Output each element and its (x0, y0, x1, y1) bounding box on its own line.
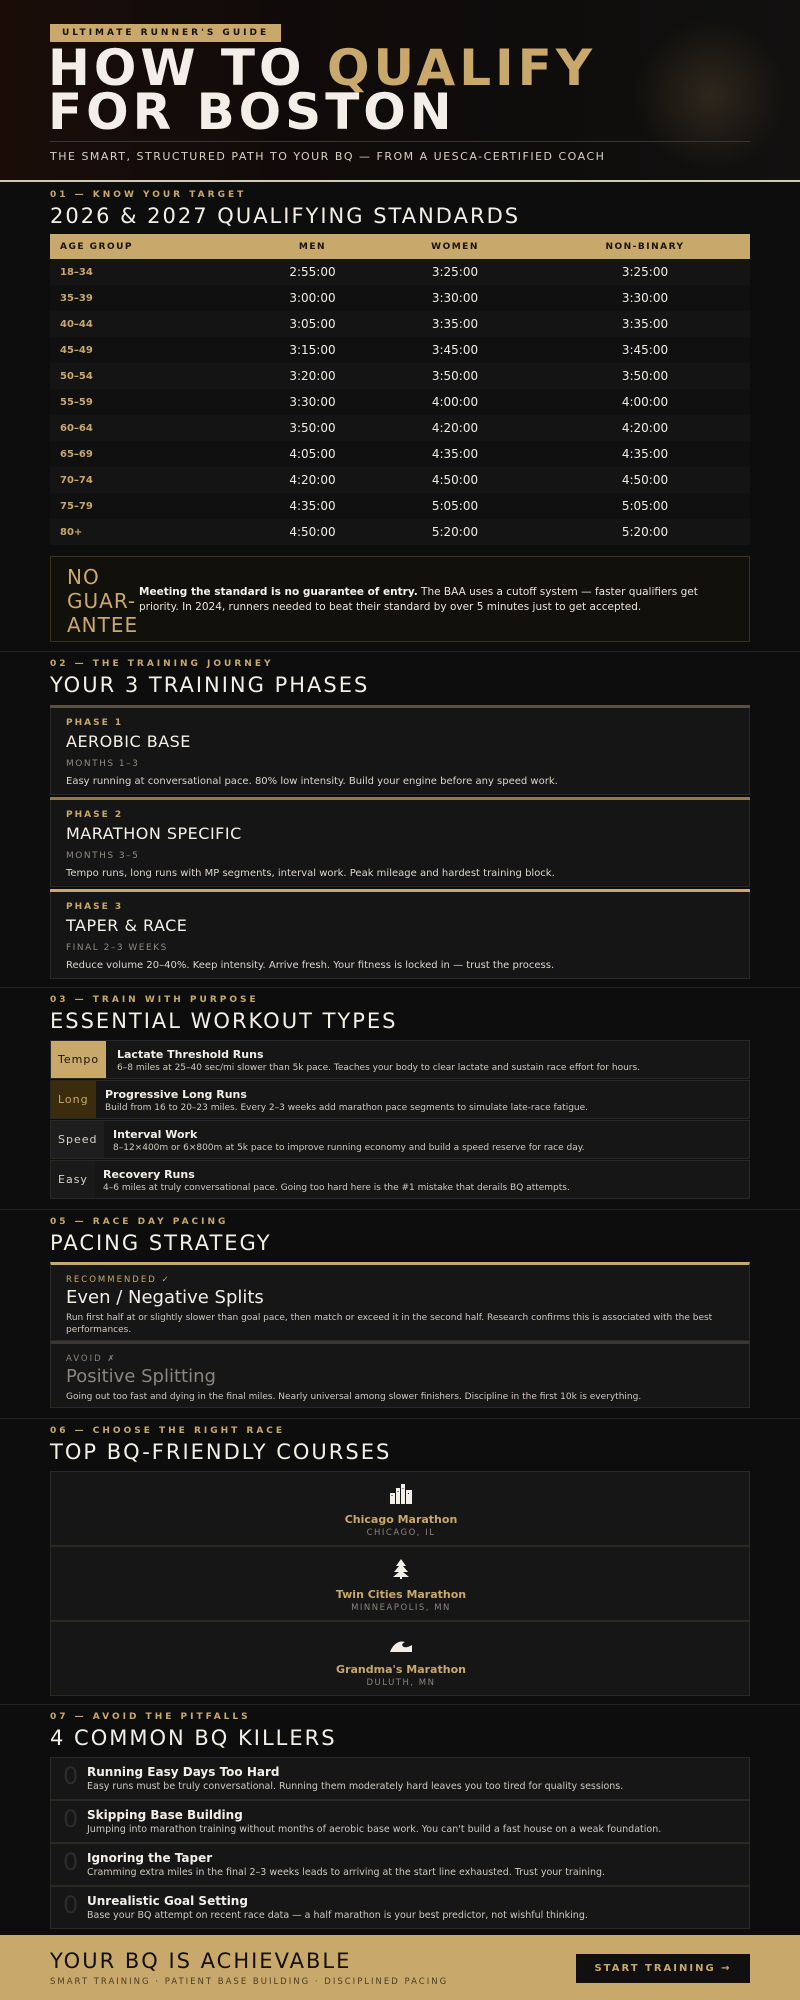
time-cell: 4:35:00 (431, 447, 479, 461)
table-row (50, 311, 750, 337)
callout-text (139, 585, 739, 615)
time-cell: 3:25:00 (621, 265, 669, 279)
killer-number: 0 (63, 1762, 79, 1790)
killer-card (50, 1886, 750, 1929)
course-name: Grandma's Marathon (336, 1663, 466, 1676)
age-group-cell: 60–64 (60, 422, 93, 434)
table-row (50, 415, 750, 441)
table-row (50, 519, 750, 545)
table-row (50, 337, 750, 363)
table-header (50, 234, 750, 259)
time-cell: 3:00:00 (289, 291, 336, 305)
time-cell: 3:50:00 (431, 369, 479, 383)
time-cell: 4:35:00 (621, 447, 669, 461)
hero-title-part-1: HOW TO (48, 39, 327, 97)
workout-title: Progressive Long Runs (105, 1088, 247, 1101)
age-group-cell: 70–74 (60, 474, 93, 486)
phase-months: MONTHS 1–3 (66, 759, 140, 769)
recommended-desc: Run first half at or slightly slower than goal pace, then match or exceed it in the second half. Research confirms this is associated with the best performances. (66, 1313, 713, 1335)
phase-card (50, 705, 750, 795)
time-cell: 3:50:00 (621, 369, 669, 383)
course-location: CHICAGO, IL (366, 1528, 436, 1538)
table-row (50, 259, 750, 285)
hero-subtitle: THE SMART, STRUCTURED PATH TO YOUR BQ — FROM A UESCA-CERTIFIED COACH (50, 150, 606, 163)
time-cell: 4:50:00 (431, 473, 479, 487)
pacing-eyebrow: 05 — RACE DAY PACING (50, 1217, 229, 1227)
city-skyline-icon (389, 1484, 413, 1504)
phase-desc: Easy running at conversational pace. 80% low intensity. Build your engine before any speed work. (66, 776, 558, 787)
table-row (50, 389, 750, 415)
course-card-twin-cities[interactable] (50, 1546, 750, 1621)
time-cell: 5:20:00 (621, 525, 669, 539)
age-group-cell: 75–79 (60, 500, 93, 512)
callout-body: The BAA uses a cutoff system — faster qualifiers get priority. In 2024, runners needed to beat their standard by over 5 minutes just to get accepted. (139, 586, 698, 613)
standards-eyebrow: 01 — KNOW YOUR TARGET (50, 190, 247, 200)
time-cell: 4:50:00 (289, 525, 336, 539)
section-divider (0, 651, 800, 652)
time-cell: 3:15:00 (289, 343, 336, 357)
hero-divider (50, 141, 750, 142)
phase-card (50, 797, 750, 887)
hero-title-line-2: FOR BOSTON (48, 83, 456, 141)
killer-number: 0 (63, 1891, 79, 1919)
callout-bold: Meeting the standard is no guarantee of entry. (139, 586, 418, 598)
hero-badge: ULTIMATE RUNNER'S GUIDE (50, 24, 281, 42)
killers-title: 4 COMMON BQ KILLERS (50, 1726, 337, 1750)
time-cell: 4:00:00 (431, 395, 479, 409)
avoid-label: AVOID ✗ (66, 1354, 117, 1364)
course-location: MINNEAPOLIS, MN (351, 1603, 451, 1613)
workout-tag: Easy (51, 1161, 95, 1198)
time-cell: 3:30:00 (431, 291, 479, 305)
phase-title: TAPER & RACE (66, 916, 188, 935)
column-header: AGE GROUP (60, 241, 134, 252)
column-header: NON-BINARY (605, 241, 685, 252)
footer-cta (0, 1935, 800, 2000)
phases-title: YOUR 3 TRAINING PHASES (50, 673, 370, 697)
table-row (50, 363, 750, 389)
workouts-eyebrow: 03 — TRAIN WITH PURPOSE (50, 995, 259, 1005)
time-cell: 3:50:00 (289, 421, 336, 435)
time-cell: 4:20:00 (621, 421, 669, 435)
killer-number: 0 (63, 1848, 79, 1876)
workout-desc: 4–6 miles at truly conversational pace. Going too hard here is the #1 mistake that derails BQ attempts. (103, 1183, 570, 1193)
table-row (50, 467, 750, 493)
pacing-avoid-card (50, 1341, 750, 1408)
section-divider (0, 1209, 800, 1210)
phase-months: MONTHS 3–5 (66, 851, 140, 861)
workout-card (50, 1120, 750, 1159)
killer-title: Skipping Base Building (87, 1808, 243, 1822)
standards-title: 2026 & 2027 QUALIFYING STANDARDS (50, 204, 521, 228)
phase-desc: Reduce volume 20–40%. Keep intensity. Arrive fresh. Your fitness is locked in — trust the process. (66, 960, 555, 971)
course-location: DULUTH, MN (366, 1678, 436, 1688)
no-guarantee-callout (50, 556, 750, 642)
workout-tag: Speed (51, 1121, 104, 1158)
footer-title: YOUR BQ IS ACHIEVABLE (50, 1949, 352, 1973)
phase-months: FINAL 2–3 WEEKS (66, 943, 168, 953)
killer-title: Unrealistic Goal Setting (87, 1894, 248, 1908)
course-card-grandmas[interactable] (50, 1621, 750, 1696)
phase-desc: Tempo runs, long runs with MP segments, interval work. Peak mileage and hardest training block. (66, 868, 555, 879)
time-cell: 3:45:00 (431, 343, 479, 357)
killers-eyebrow: 07 — AVOID THE PITFALLS (50, 1712, 251, 1722)
time-cell: 3:35:00 (431, 317, 479, 331)
age-group-cell: 45–49 (60, 344, 93, 356)
table-row (50, 285, 750, 311)
age-group-cell: 35–39 (60, 292, 93, 304)
column-header: WOMEN (431, 241, 479, 252)
table-body (50, 259, 750, 545)
table-row (50, 493, 750, 519)
phase-title: AEROBIC BASE (66, 732, 191, 751)
killer-desc: Base your BQ attempt on recent race data — a half marathon is your best predictor, not wishful thinking. (87, 1910, 588, 1921)
killer-card (50, 1843, 750, 1886)
workout-card (50, 1080, 750, 1119)
time-cell: 3:20:00 (289, 369, 336, 383)
workout-title: Interval Work (113, 1128, 198, 1141)
workout-card (50, 1040, 750, 1079)
killer-title: Ignoring the Taper (87, 1851, 213, 1865)
time-cell: 3:35:00 (621, 317, 669, 331)
column-header: MEN (298, 241, 327, 252)
hero-banner (0, 0, 800, 182)
recommended-label: RECOMMENDED ✓ (66, 1275, 171, 1285)
age-group-cell: 55–59 (60, 396, 93, 408)
course-card-chicago[interactable] (50, 1471, 750, 1546)
phase-card (50, 889, 750, 979)
section-divider (0, 1704, 800, 1705)
avoid-title: Positive Splitting (66, 1366, 216, 1387)
phase-title: MARATHON SPECIFIC (66, 824, 242, 843)
time-cell: 5:05:00 (431, 499, 479, 513)
phase-label: PHASE 3 (66, 902, 124, 912)
killer-card (50, 1800, 750, 1843)
workouts-title: ESSENTIAL WORKOUT TYPES (50, 1009, 398, 1033)
age-group-cell: 40–44 (60, 318, 93, 330)
section-divider (0, 1418, 800, 1419)
phase-label: PHASE 2 (66, 810, 124, 820)
time-cell: 3:05:00 (289, 317, 336, 331)
pacing-title: PACING STRATEGY (50, 1231, 272, 1255)
time-cell: 3:30:00 (621, 291, 669, 305)
killer-desc: Easy runs must be truly conversational. Running them moderately hard leaves you too tired for quality sessions. (87, 1781, 624, 1792)
time-cell: 4:20:00 (289, 473, 336, 487)
time-cell: 3:30:00 (289, 395, 336, 409)
killer-number: 0 (63, 1805, 79, 1833)
workout-desc: 6–8 miles at 25–40 sec/mi slower than 5k pace. Teaches your body to clear lactate and sustain race effort for hours. (117, 1063, 641, 1073)
pacing-recommended-card (50, 1262, 750, 1341)
time-cell: 4:35:00 (289, 499, 336, 513)
time-cell: 2:55:00 (289, 265, 336, 279)
section-divider (0, 987, 800, 988)
callout-heading: NO GUAR- ANTEE (67, 565, 139, 637)
table-row (50, 441, 750, 467)
avoid-desc: Going out too fast and dying in the final miles. Nearly universal among slower finishers. Discipline in the first 10k is everything. (66, 1392, 642, 1402)
course-name: Twin Cities Marathon (335, 1588, 467, 1601)
time-cell: 4:00:00 (621, 395, 669, 409)
phase-label: PHASE 1 (66, 718, 124, 728)
workout-title: Lactate Threshold Runs (117, 1048, 264, 1061)
phase-accent-bar (50, 797, 750, 800)
workout-title: Recovery Runs (103, 1168, 195, 1181)
recommended-title: Even / Negative Splits (66, 1287, 264, 1308)
phase-accent-bar (50, 705, 750, 708)
killer-card (50, 1757, 750, 1800)
hero-title-highlight: QUALIFY (326, 39, 597, 97)
courses-title: TOP BQ-FRIENDLY COURSES (50, 1440, 392, 1464)
time-cell: 4:20:00 (431, 421, 479, 435)
workout-desc: Build from 16 to 20–23 miles. Every 2–3 weeks add marathon pace segments to simulate late-race fatigue. (105, 1103, 589, 1113)
footer-subtitle: SMART TRAINING · PATIENT BASE BUILDING · DISCIPLINED PACING (50, 1977, 449, 1987)
qualifying-standards-table (50, 234, 750, 545)
age-group-cell: 18–34 (60, 266, 93, 278)
time-cell: 3:45:00 (621, 343, 669, 357)
time-cell: 4:50:00 (621, 473, 669, 487)
workout-tag: Tempo (51, 1041, 106, 1078)
killer-desc: Cramming extra miles in the final 2–3 weeks leads to arriving at the start line exhausted. Trust your training. (87, 1867, 606, 1878)
course-name: Chicago Marathon (344, 1513, 458, 1526)
time-cell: 3:25:00 (431, 265, 479, 279)
courses-eyebrow: 06 — CHOOSE THE RIGHT RACE (50, 1426, 286, 1436)
wave-icon (389, 1634, 413, 1654)
age-group-cell: 80+ (60, 526, 83, 538)
time-cell: 4:05:00 (289, 447, 336, 461)
phase-accent-bar (50, 889, 750, 892)
start-training-button[interactable]: START TRAINING → (576, 1954, 750, 1983)
time-cell: 5:20:00 (431, 525, 479, 539)
hero-title (48, 39, 768, 141)
killer-title: Running Easy Days Too Hard (87, 1765, 280, 1779)
age-group-cell: 50–54 (60, 370, 93, 382)
workout-tag: Long (51, 1081, 96, 1118)
phases-eyebrow: 02 — THE TRAINING JOURNEY (50, 659, 274, 669)
workout-card (50, 1160, 750, 1199)
killer-desc: Jumping into marathon training without months of aerobic base work. You can't build a fast house on a weak foundation. (87, 1824, 662, 1835)
age-group-cell: 65–69 (60, 448, 93, 460)
pine-tree-icon (389, 1559, 413, 1579)
time-cell: 5:05:00 (621, 499, 669, 513)
workout-desc: 8–12×400m or 6×800m at 5k pace to improve running economy and build a speed reserve for race day. (113, 1143, 585, 1153)
